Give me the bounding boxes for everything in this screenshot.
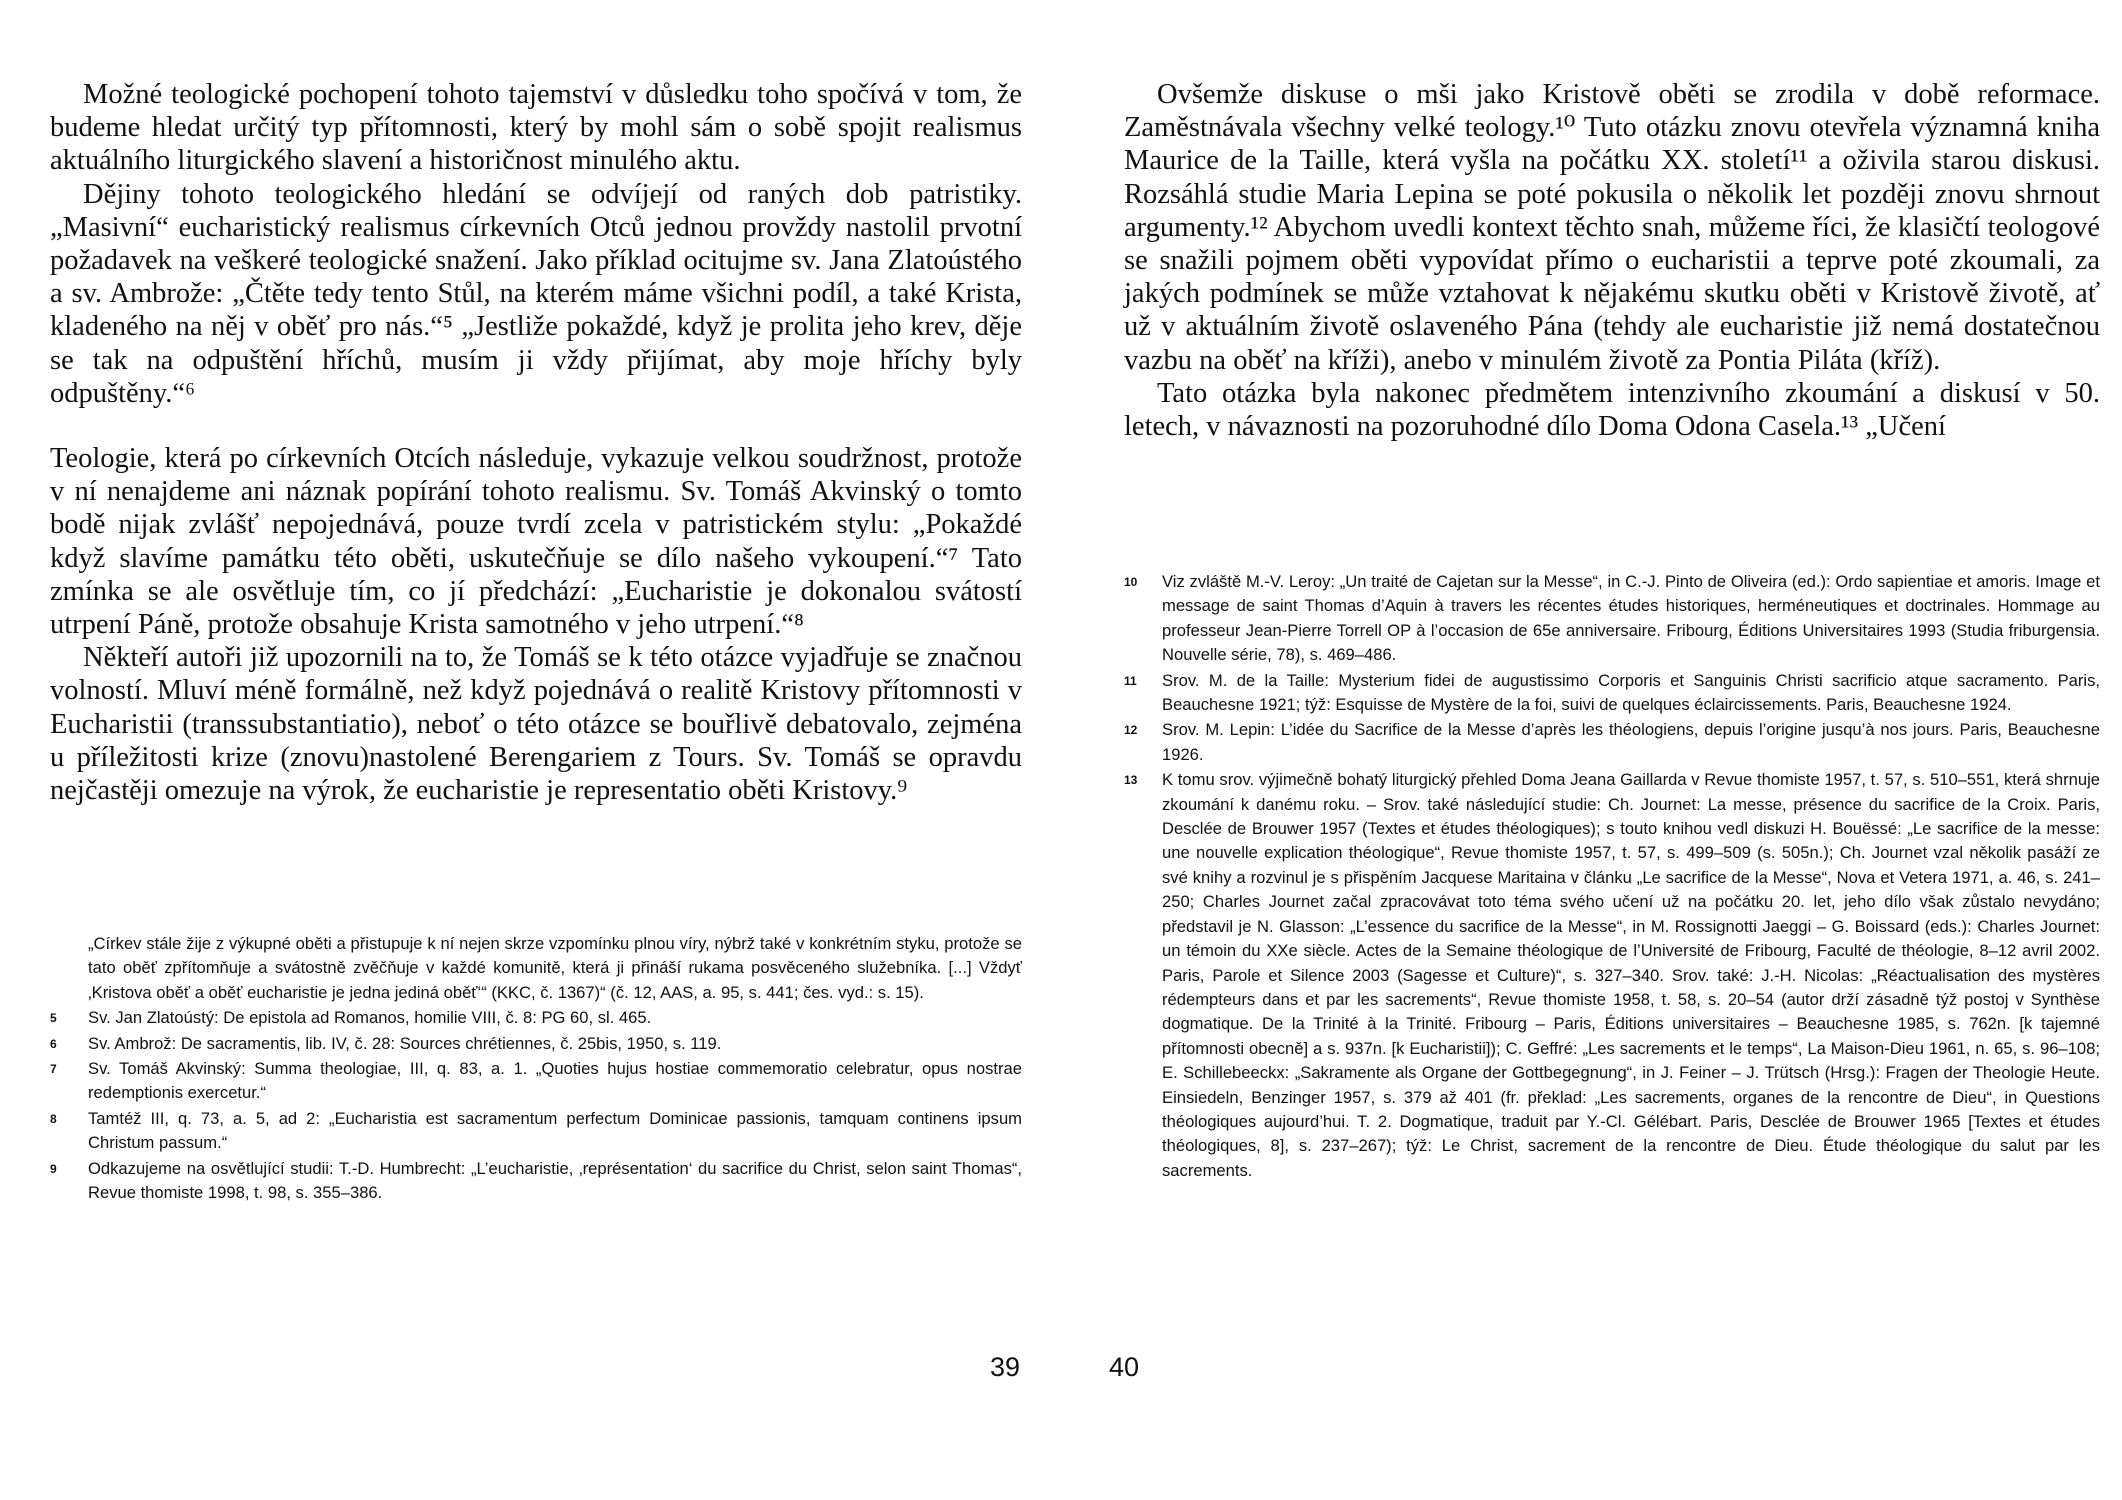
footnote-text: Srov. M. de la Taille: Mysterium fidei de augustissimo Corporis et Sanguinis Christi sacrificio atque sacramento. Paris, Beauchesne 1921; týž: Esquisse de Mystère de la foi, suivi de quelques éclaircissements. Paris, Beauchesne 1924. bbox=[1162, 670, 2100, 715]
footnote bbox=[50, 1006, 1022, 1030]
paragraph: Možné teologické pochopení tohoto tajemství v důsledku toho spočívá v tom, že budeme hledat určitý typ přítomnosti, který by mohl sám o sobě spojit realismus aktuálního liturgického slavení a historičnost minulého aktu. bbox=[50, 79, 1022, 177]
footnote-text: K tomu srov. výjimečně bohatý liturgický přehled Doma Jeana Gaillarda v Revue thomiste 1957, t. 57, s. 510–551, která shrnuje zkoumání k danému roku. – Srov. také následující studie: Ch. Journet: La messe, présence du sacrifice de la Croix. Paris, Desclée de Brouwer 1957 (Textes et études théologiques); s touto knihou vedl diskuzi H. Bouëssé: „Le sacrifice de la messe: une nouvelle explication théologique“, Revue thomiste 1957, t. 57, s. 499–509 (s. 505n.); Ch. Journet vzal několik pasáží ze své knihy a rozvinul je s přispěním Jacquese Maritaina v článku „Le sacrifice de la Messe“, Nova et Vetera 1971, a. 46, s. 241–250; Charles Journet začal zpracovávat toto téma svého učení už na počátku 20. let, jeho dílo však zůstalo nevydáno; představil je N. Glasson: „L’essence du sacrifice de la Messe“, in M. Rossignotti Jaeggi – G. Boissard (eds.): Charles Journet: un témoin du XXe siècle. Actes de la Semaine théologique de l’Université de Fribourg, Faculté de théologie, 8–12 avril 2002. Paris, Parole et Silence 2003 (Sagesse et Culture)“, s. 327–340. Srov. také: J.-H. Nicolas: „Réactualisation des mystères rédempteurs dans et par les sacrements“, Revue thomiste 1958, t. 58, s. 20–54 (autor drží zásadně týž postoj v Synthèse dogmatique. De la Trinité à la Trinité. Fribourg – Paris, Éditions universitaires – Beauchesne 1985, s. 762n. [k tajemné přítomnosti obecně] a s. 937n. [k Eucharistii]); C. Geffré: „Les sacrements et le temps“, La Maison-Dieu 1961, n. 65, s. 96–108; E. Schillebeeckx: „Sakramente als Organe der Gottbegegnung“, in J. Feiner – J. Trütsch (Hrsg.): Fragen der Theologie Heute. Einsiedeln, Benzinger 1957, s. 379 až 401 (fr. překlad: „Les sacrements, organes de la rencontre de Dieu“, in Questions théologiques aujourd’hui. T. 2. Dogmatique, traduit par Y.-Cl. Gélébart. Paris, Desclée de Brouwer 1965 [Textes et études théologiques, 8], s. 237–267); týž: Le Christ, sacrement de la rencontre de Dieu. Étude théologique du salut par les sacrements. bbox=[1162, 770, 2100, 1180]
footnote-text: Odkazujeme na osvětlující studii: T.-D. Humbrecht: „L’eucharistie, ‚représentation‘ du sacrifice du Christ, selon saint Thomas“, Revue thomiste 1998, t. 98, s. 355–386. bbox=[88, 1158, 1022, 1203]
page-number: 39 bbox=[990, 1352, 1021, 1382]
footnote bbox=[50, 1057, 1022, 1106]
footnote bbox=[1124, 718, 2100, 767]
footnote-number: 6 bbox=[50, 1036, 57, 1051]
footnote-number: 8 bbox=[50, 1111, 57, 1126]
footnote-text: Sv. Tomáš Akvinský: Summa theologiae, III, q. 83, a. 1. „Quoties hujus hostiae commemoratio celebratur, opus nostrae redemptionis exercetur.“ bbox=[88, 1059, 1022, 1103]
right-footnotes bbox=[1124, 570, 2100, 1184]
footnote bbox=[50, 1157, 1022, 1206]
paragraph: Dějiny tohoto teologického hledání se odvíjejí od raných dob patristiky. „Masivní“ eucharistický realismus církevních Otců jednou provždy nastolil prvotní požadavek na veškeré teologické snažení. Jako příklad ocitujme sv. Jana Zlatoústého a sv. Ambrože: „Čtěte tedy tento Stůl, na kterém máme všichni podíl, a také Krista, kladeného na něj v oběť pro nás.“⁵ „Jestliže pokaždé, když je prolita jeho krev, děje se tak na odpuštění hříchů, musím ji vždy přijímat, aby moje hříchy byly odpuštěny.“⁶ bbox=[50, 178, 1022, 409]
paragraph: Ovšemže diskuse o mši jako Kristově oběti se zrodila v době reformace. Zaměstnávala všechny velké teology.¹⁰ Tuto otázku znovu otevřela významná kniha Maurice de la Taille, která vyšla na počátku XX. století¹¹ a oživila starou diskusi. Rozsáhlá studie Maria Lepina se poté pokusila o několik let později znovu shrnout argumenty.¹² Abychom uvedli kontext těchto snah, můžeme říci, že klasičtí teologové se snažili pojmem oběti vypovídat přímo o eucharistii a teprve poté zkoumali, za jakých podmínek se může vztahovat k nějakému skutku oběti v Kristově životě, ať už v aktuálním životě oslaveného Pána (tehdy ale eucharistie již nemá dostatečnou vazbu na oběť na kříži), anebo v minulém životě za Pontia Piláta (kříž). bbox=[1124, 79, 2100, 376]
page-number: 40 bbox=[1109, 1352, 1140, 1382]
footnote-text: „Církev stále žije z výkupné oběti a přistupuje k ní nejen skrze vzpomínku plnou víry, nýbrž také v konkrétním styku, protože se tato oběť zpřítomňuje a svátostně zvěčňuje v každé komunitě, která ji přináší rukama posvěceného služebníka. [...] Vždyť ‚Kristova oběť a oběť eucharistie je jedna jediná oběť‘“ (KKC, č. 1367)“ (č. 12, AAS, a. 95, s. 441; čes. vyd.: s. 15). bbox=[88, 934, 1022, 1002]
paragraph: Tato otázka byla nakonec předmětem intenzivního zkoumání a diskusí v 50. letech, v návaznosti na pozoruhodné dílo Doma Odona Casela.¹³ „Učení bbox=[1124, 377, 2100, 443]
footnote bbox=[1124, 570, 2100, 668]
paragraph: Teologie, která po církevních Otcích následuje, vykazuje velkou soudržnost, protože v ní nenajdeme ani náznak popírání tohoto realismu. Sv. Tomáš Akvinský o tomto bodě nijak zvlášť nepojednává, pouze tvrdí zcela v patristickém stylu: „Pokaždé když slavíme památku této oběti, uskutečňuje se dílo našeho vykoupení.“⁷ Tato zmínka se ale osvětluje tím, co jí předchází: „Eucharistie je dokonalou svátostí utrpení Páně, protože obsahuje Krista samotného v jeho utrpení.“⁸ bbox=[50, 443, 1022, 641]
right-body-text bbox=[1124, 78, 2100, 443]
footnote bbox=[1124, 768, 2100, 1183]
footnote bbox=[50, 932, 1022, 1005]
paragraph: Někteří autoři již upozornili na to, že Tomáš se k této otázce vyjadřuje se značnou volností. Mluví méně formálně, než když pojednává o realitě Kristovy přítomnosti v Eucharistii (transsubstantiatio), neboť o této otázce se bouřlivě debatovalo, zejména u příležitosti krize (znovu)nastolené Berengariem z Tours. Sv. Tomáš se opravdu nejčastěji omezuje na výrok, že eucharistie je representatio oběti Kristovy.⁹ bbox=[50, 642, 1022, 807]
footnote-text: Srov. M. Lepin: L’idée du Sacrifice de la Messe d’après les théologiens, depuis l’origine jusqu’à nos jours. Paris, Beauchesne 1926. bbox=[1162, 720, 2100, 764]
left-page bbox=[0, 0, 1060, 1500]
footnote-number: 9 bbox=[50, 1161, 57, 1176]
footnote-text: Sv. Jan Zlatoústý: De epistola ad Romanos, homilie VIII, č. 8: PG 60, sl. 465. bbox=[88, 1008, 652, 1028]
footnote-number: 5 bbox=[50, 1011, 57, 1026]
footnote bbox=[50, 1107, 1022, 1156]
footnote-number: 12 bbox=[1124, 723, 1138, 738]
footnote bbox=[50, 1032, 1022, 1056]
footnote-text: Sv. Ambrož: De sacramentis, lib. IV, č. 28: Sources chrétiennes, č. 25bis, 1950, s. 119. bbox=[88, 1033, 722, 1053]
footnote-number: 7 bbox=[50, 1062, 57, 1077]
left-footnotes bbox=[50, 932, 1022, 1206]
footnote-number: 11 bbox=[1124, 673, 1137, 688]
footnote bbox=[1124, 669, 2100, 718]
right-page bbox=[1061, 0, 2122, 1500]
footnote-number: 10 bbox=[1124, 575, 1138, 589]
footnote-text: Viz zvláště M.-V. Leroy: „Un traité de Cajetan sur la Messe“, in C.-J. Pinto de Oliveira (ed.): Ordo sapientiae et amoris. Image et message de saint Thomas d’Aquin à travers les récentes études historiques, herméneutiques et doctrinales. Hommage au professeur Jean-Pierre Torrell OP à l’occasion de 65e anniversaire. Fribourg, Éditions Universitaires 1993 (Studia friburgensia. Nouvelle série, 78), s. 469–486. bbox=[1162, 572, 2100, 665]
footnote-number: 13 bbox=[1124, 773, 1138, 788]
footnote-text: Tamtéž III, q. 73, a. 5, ad 2: „Eucharistia est sacramentum perfectum Dominicae passionis, tamquam continens ipsum Christum passum.“ bbox=[88, 1108, 1022, 1153]
left-body-text bbox=[50, 78, 1022, 807]
